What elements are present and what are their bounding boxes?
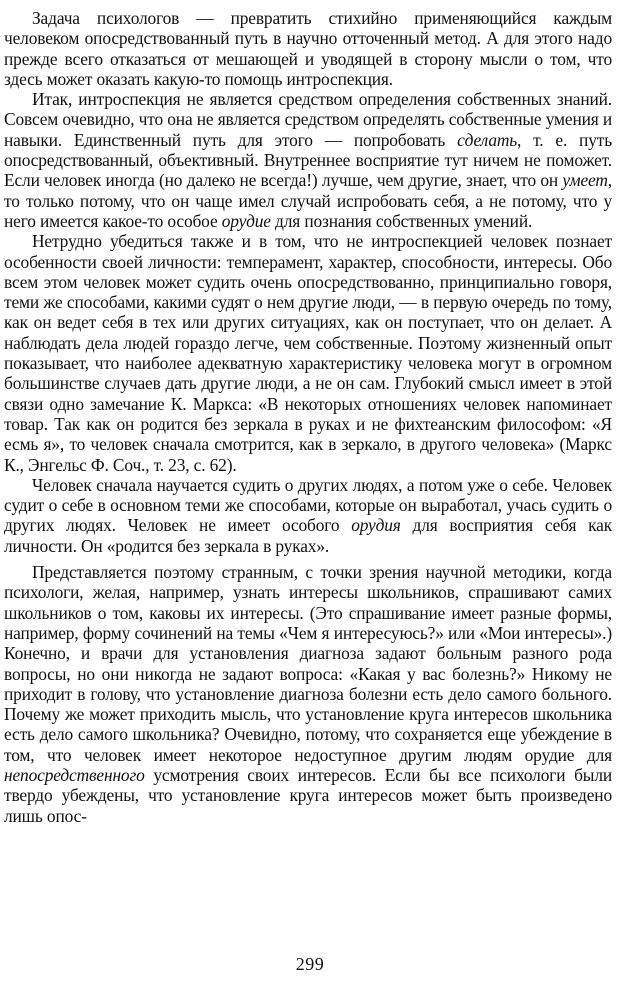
emphasized-text: непосредственного	[4, 764, 145, 785]
text-run: Представляется поэтому странным, с точки зрения научной методики, когда психологи, желая, например, узнать интересы школьников, спрашивают самих школьников о том, каковы их интересы. (Это спрашивание имеет разные формы, например, форму сочинений на темы «Чем я интересуюсь?» или «Мои интересы».) Конечно, и врачи для установления диагноза задают больным разного рода вопросы, но они никогда не задают вопроса: «Какая у вас болезнь?» Никому не приходит в голову, что установление диагноза болезни есть дело самого больного. Почему же может приходить мысль, что установление круга интересов школьника есть дело самого школьника? Очевидно, потому, что сохраняется еще убеждение в том, что человек имеет некоторое недоступное другим людям орудие для	[4, 562, 612, 765]
text-run: Человек сначала научается судить о других людях, а потом уже о себе. Человек судит о себе в основном теми же способами, которые он выработал, учась судить о других людях. Человек не имеет особого	[4, 474, 612, 536]
text-run: для восприятия себя как личности. Он «родится без зеркала в руках».	[4, 515, 612, 556]
paragraph	[4, 562, 612, 826]
paragraph	[4, 89, 612, 231]
page-body-text	[4, 8, 612, 826]
page-number: 299	[295, 954, 325, 974]
paragraph	[4, 8, 612, 89]
paragraph	[4, 231, 612, 475]
text-run: , т. е. путь опосредствованный, объективный. Внутреннее восприятие тут ничем не поможет. Если человек иногда (но далеко не всегда!) лучше, чем другие, знает, что он	[4, 129, 612, 191]
emphasized-text: орудия	[351, 515, 401, 536]
text-run: , то только потому, что он чаще имел случай испробовать себя, а не потому, что у него имеется какое-то особое	[4, 170, 612, 231]
paragraph	[4, 475, 612, 556]
text-run: Итак, интроспекция не является средством определения собственных знаний. Совсем очевидно, что она не является средством определять собственные умения и навыки. Единственный путь для этого — попробовать	[4, 89, 612, 150]
emphasized-text: орудие	[221, 210, 271, 231]
text-run: усмотрения своих интересов. Если бы все психологи были твердо убеждены, что установление круга интересов может быть произведено лишь опос-	[4, 764, 612, 826]
emphasized-text: умеет	[562, 170, 608, 191]
text-run: Задача психологов — превратить стихийно применяющийся каждым человеком опосредствованный путь в научно отточенный метод. А для этого надо прежде всего отказаться от мешающей и уводящей в сторону мысли о том, что здесь может оказать какую-то помощь интроспекция.	[4, 8, 612, 89]
emphasized-text: сделать	[457, 129, 518, 150]
text-run: для познания собственных умений.	[270, 210, 533, 231]
text-run: Нетрудно убедиться также и в том, что не интроспекцией человек познает особенности своей личности: темперамент, характер, способности, интересы. Обо всем этом человек может судить очень опосредствованно, принципиально говоря, теми же способами, какими судят о нем другие люди, — в первую очередь по тому, как он ведет себя в тех или других ситуациях, как он поступает, что он делает. А наблюдать дела людей гораздо легче, чем собственные. Поэтому жизненный опыт показывает, что наиболее адекватную характеристику человека могут в огромном большинстве случаев дать другие люди, а не он сам. Глубокий смысл имеет в этой связи одно замечание К. Маркса: «В некоторых отношениях человек напоминает товар. Так как он родится без зеркала в руках и не фихтеанским философом: «Я есмь я», то человек сначала смотрится, как в зеркало, в другого человека» (Маркс К., Энгельс Ф. Соч., т. 23, с. 62).	[4, 231, 612, 475]
